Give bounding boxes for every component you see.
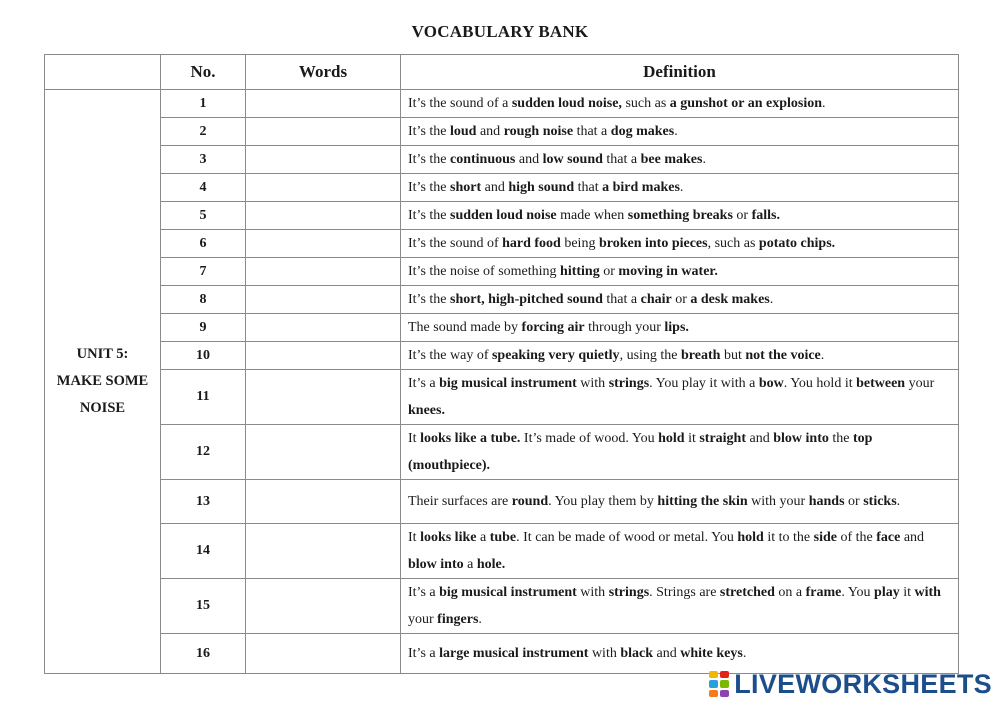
definition-text: or: [732, 208, 752, 223]
definition-bold-text: top (mouthpiece).: [408, 431, 873, 473]
definition-bold-text: bee makes: [640, 152, 703, 167]
definition-text: It’s the sound of a: [408, 96, 512, 111]
definition-bold-text: continuous: [450, 152, 516, 167]
definition-text: It’s the: [408, 124, 450, 139]
definition-text: .: [820, 348, 825, 363]
definition-bold-text: chair: [640, 292, 672, 307]
definition-text: . You play it with a: [649, 376, 759, 391]
definition-cell: [401, 480, 959, 524]
definition-text: It’s the: [408, 292, 450, 307]
definition-text: the: [828, 431, 853, 446]
definition-bold-text: with: [914, 585, 941, 600]
definition-bold-text: white keys: [680, 646, 743, 661]
definition-text: made when: [556, 208, 628, 223]
table-row: [45, 579, 959, 634]
definition-bold-text: hard food: [502, 236, 561, 251]
definition-bold-text: speaking very quietly: [491, 348, 620, 363]
definition-bold-text: large musical instrument: [439, 646, 589, 661]
table-row: [45, 480, 959, 524]
table-row: [45, 258, 959, 286]
row-number: 10: [161, 342, 246, 370]
definition-bold-text: stretched: [719, 585, 775, 600]
definition-text: It’s a: [408, 585, 440, 600]
definition-cell: [401, 90, 959, 118]
row-number: 8: [161, 286, 246, 314]
definition-text: .: [702, 152, 706, 167]
definition-text: that a: [573, 124, 611, 139]
definition-cell: [401, 314, 959, 342]
definition-text: that a: [602, 152, 641, 167]
definition-text: , such as: [707, 236, 759, 251]
definition-text: being: [560, 236, 599, 251]
definition-bold-text: dog makes: [610, 124, 675, 139]
definition-text: It’s made of wood. You: [520, 431, 659, 446]
definition-text: or: [844, 494, 864, 509]
definition-text: , using the: [619, 348, 682, 363]
definition-text: It’s the sound of: [408, 236, 503, 251]
logo-square-icon: [709, 690, 718, 697]
definition-text: It’s the way of: [408, 348, 492, 363]
row-number: 12: [161, 425, 246, 480]
definition-bold-text: frame: [805, 585, 842, 600]
word-answer-cell[interactable]: [246, 370, 401, 425]
definition-cell: [401, 174, 959, 202]
definition-text: It’s a: [408, 376, 440, 391]
definition-text: .: [674, 124, 678, 139]
definition-bold-text: sudden loud noise: [450, 208, 557, 223]
definition-bold-text: blow into: [773, 431, 829, 446]
definition-text: with: [576, 585, 609, 600]
table-row: [45, 524, 959, 579]
definition-bold-text: play: [874, 585, 900, 600]
unit-cell: [45, 90, 161, 674]
definition-cell: [401, 286, 959, 314]
definition-text: but: [720, 348, 746, 363]
definition-text: through your: [584, 320, 665, 335]
definition-text: or: [599, 264, 619, 279]
definition-bold-text: a bird makes: [602, 180, 680, 195]
word-answer-cell[interactable]: [246, 342, 401, 370]
definition-cell: [401, 370, 959, 425]
definition-text: it to the: [763, 530, 814, 545]
definition-bold-text: low sound: [542, 152, 603, 167]
definition-bold-text: broken into pieces: [598, 236, 708, 251]
unit-label-line: NOISE: [79, 400, 126, 416]
definition-text: such as: [621, 96, 670, 111]
word-answer-cell[interactable]: [246, 174, 401, 202]
unit-label-line: UNIT 5:: [76, 346, 129, 362]
definition-cell: [401, 118, 959, 146]
word-answer-cell[interactable]: [246, 202, 401, 230]
table-row: [45, 90, 959, 118]
definition-text: and: [481, 180, 509, 195]
row-number: 11: [161, 370, 246, 425]
definition-bold-text: big musical instrument: [439, 585, 577, 600]
definition-bold-text: falls.: [751, 208, 780, 223]
definition-bold-text: black: [620, 646, 654, 661]
word-answer-cell[interactable]: [246, 480, 401, 524]
row-number: 4: [161, 174, 246, 202]
word-answer-cell[interactable]: [246, 286, 401, 314]
liveworksheets-logo: [709, 669, 992, 699]
definition-bold-text: strings: [608, 585, 650, 600]
header-words: Words: [246, 55, 401, 90]
definition-text: It’s the noise of something: [408, 264, 561, 279]
word-answer-cell[interactable]: [246, 258, 401, 286]
definition-bold-text: hold: [658, 431, 685, 446]
definition-cell: [401, 258, 959, 286]
definition-bold-text: short: [450, 180, 482, 195]
definition-text: with: [588, 646, 621, 661]
definition-cell: [401, 425, 959, 480]
logo-square-icon: [720, 680, 729, 687]
row-number: 3: [161, 146, 246, 174]
table-row: [45, 146, 959, 174]
row-number: 13: [161, 480, 246, 524]
definition-bold-text: high sound: [508, 180, 575, 195]
definition-bold-text: something breaks: [627, 208, 733, 223]
definition-bold-text: forcing air: [521, 320, 585, 335]
table-row: [45, 342, 959, 370]
definition-bold-text: face: [876, 530, 901, 545]
header-no: No.: [161, 55, 246, 90]
logo-square-icon: [709, 680, 718, 687]
row-number: 7: [161, 258, 246, 286]
definition-text: and: [900, 530, 925, 545]
table-row: [45, 425, 959, 480]
definition-cell: [401, 146, 959, 174]
table-header-row: [45, 55, 959, 90]
definition-bold-text: hole.: [476, 557, 506, 572]
definition-cell: [401, 230, 959, 258]
definition-bold-text: loud: [450, 124, 477, 139]
definition-bold-text: blow into: [408, 557, 464, 572]
definition-text: and: [746, 431, 774, 446]
definition-bold-text: sticks: [863, 494, 897, 509]
definition-text: It’s the: [408, 180, 450, 195]
table-row: [45, 174, 959, 202]
definition-text: that a: [602, 292, 641, 307]
definition-text: that: [574, 180, 603, 195]
definition-text: it: [899, 585, 915, 600]
table-row: [45, 202, 959, 230]
definition-text: of the: [836, 530, 877, 545]
word-answer-cell[interactable]: [246, 634, 401, 674]
table-row: [45, 230, 959, 258]
definition-text: on a: [774, 585, 806, 600]
row-number: 9: [161, 314, 246, 342]
definition-bold-text: hands: [808, 494, 845, 509]
definition-text: and: [515, 152, 543, 167]
definition-bold-text: round: [511, 494, 549, 509]
row-number: 14: [161, 524, 246, 579]
word-answer-cell[interactable]: [246, 118, 401, 146]
definition-text: a: [476, 530, 490, 545]
definition-bold-text: hitting the skin: [657, 494, 748, 509]
definition-text: .: [478, 612, 482, 627]
table-row: [45, 370, 959, 425]
definition-text: It’s the: [408, 152, 450, 167]
definition-bold-text: rough noise: [503, 124, 574, 139]
definition-text: your: [408, 612, 438, 627]
definition-text: . It can be made of wood or metal. You: [516, 530, 738, 545]
definition-text: .: [822, 96, 826, 111]
definition-cell: [401, 342, 959, 370]
table-row: [45, 634, 959, 674]
logo-square-icon: [720, 690, 729, 697]
liveworksheets-logo-icon: [709, 671, 729, 697]
definition-bold-text: bow: [758, 376, 784, 391]
logo-square-icon: [720, 671, 729, 678]
definition-bold-text: a desk makes: [690, 292, 770, 307]
definition-text: It: [408, 530, 421, 545]
definition-text: with: [576, 376, 609, 391]
definition-bold-text: side: [813, 530, 837, 545]
definition-bold-text: strings: [608, 376, 650, 391]
definition-text: . You: [841, 585, 875, 600]
definition-cell: [401, 579, 959, 634]
definition-text: It: [408, 431, 421, 446]
definition-bold-text: hitting: [560, 264, 600, 279]
unit-label-line: MAKE SOME: [56, 373, 149, 389]
word-answer-cell[interactable]: [246, 146, 401, 174]
definition-bold-text: not the voice: [745, 348, 821, 363]
definition-bold-text: straight: [699, 431, 747, 446]
definition-text: and: [476, 124, 504, 139]
header-definition: Definition: [401, 55, 959, 90]
page-title: VOCABULARY BANK: [411, 22, 589, 41]
definition-bold-text: between: [856, 376, 906, 391]
definition-text: The sound made by: [408, 320, 522, 335]
vocabulary-table: [44, 54, 959, 674]
word-answer-cell[interactable]: [246, 90, 401, 118]
definition-bold-text: sudden loud noise,: [511, 96, 622, 111]
definition-bold-text: knees.: [408, 403, 445, 418]
logo-square-icon: [709, 671, 718, 678]
table-row: [45, 286, 959, 314]
definition-text: your: [905, 376, 935, 391]
definition-bold-text: hold: [737, 530, 764, 545]
definition-text: .: [769, 292, 774, 307]
definition-text: . Strings are: [649, 585, 720, 600]
definition-bold-text: moving in water.: [618, 264, 718, 279]
definition-bold-text: tube: [489, 530, 517, 545]
definition-cell: [401, 202, 959, 230]
definition-text: . You play them by: [548, 494, 658, 509]
definition-text: .: [896, 494, 901, 509]
definition-bold-text: looks like a tube.: [420, 431, 521, 446]
definition-text: Their surfaces are: [408, 494, 512, 509]
word-answer-cell[interactable]: [246, 230, 401, 258]
word-answer-cell[interactable]: [246, 314, 401, 342]
table-row: [45, 314, 959, 342]
definition-text: . You hold it: [783, 376, 857, 391]
definition-cell: [401, 524, 959, 579]
definition-bold-text: fingers: [437, 612, 479, 627]
definition-bold-text: big musical instrument: [439, 376, 577, 391]
definition-text: it: [684, 431, 700, 446]
definition-bold-text: short, high-pitched sound: [450, 292, 603, 307]
row-number: 15: [161, 579, 246, 634]
definition-text: or: [671, 292, 691, 307]
row-number: 5: [161, 202, 246, 230]
definition-bold-text: breath: [681, 348, 721, 363]
word-answer-cell[interactable]: [246, 425, 401, 480]
definition-cell: [401, 634, 959, 674]
word-answer-cell[interactable]: [246, 524, 401, 579]
definition-bold-text: looks like: [420, 530, 477, 545]
row-number: 6: [161, 230, 246, 258]
row-number: 2: [161, 118, 246, 146]
table-row: [45, 118, 959, 146]
definition-text: with your: [747, 494, 809, 509]
definition-text: It’s a: [408, 646, 440, 661]
definition-text: and: [653, 646, 681, 661]
definition-bold-text: a gunshot or an explosion: [669, 96, 822, 111]
definition-text: a: [463, 557, 477, 572]
header-unit: [45, 55, 161, 90]
definition-bold-text: lips.: [664, 320, 689, 335]
definition-bold-text: potato chips.: [758, 236, 836, 251]
liveworksheets-logo-text: LIVEWORKSHEETS: [734, 669, 992, 699]
definition-text: It’s the: [408, 208, 450, 223]
definition-text: .: [679, 180, 684, 195]
row-number: 16: [161, 634, 246, 674]
word-answer-cell[interactable]: [246, 579, 401, 634]
definition-text: .: [742, 646, 747, 661]
row-number: 1: [161, 90, 246, 118]
